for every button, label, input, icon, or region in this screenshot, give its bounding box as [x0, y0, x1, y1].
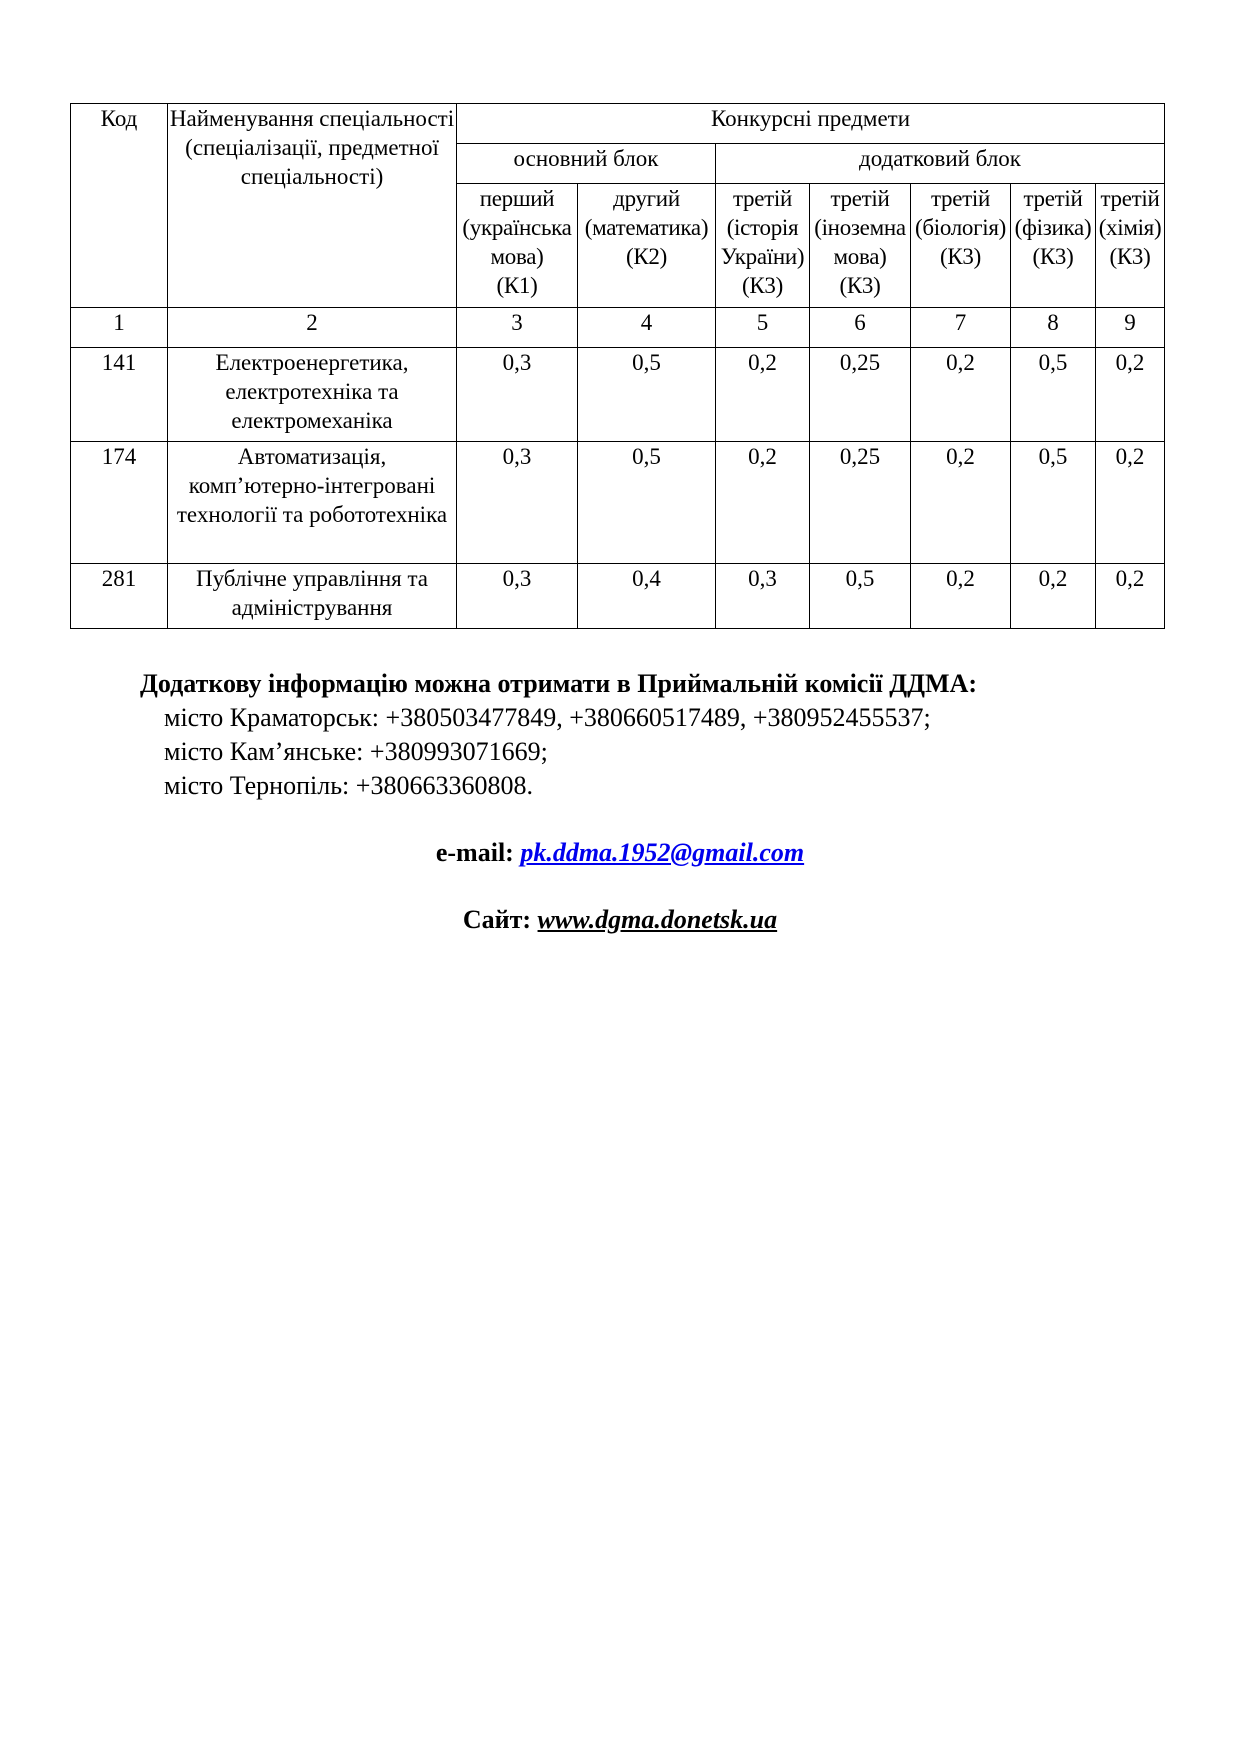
specialty-name: Електроенергетика, електротехніка та електромеханіка [168, 348, 457, 442]
specialty-name: Автоматизація, комп’ютерно-інтегровані технології та робототехніка [168, 442, 457, 564]
site-line [0, 904, 1240, 936]
coefficient-cell: 0,2 [716, 348, 810, 442]
coefficient-cell: 0,4 [578, 564, 716, 629]
contact-kramatorsk: місто Краматорськ: +380503477849, +380660517489, +380952455537; [164, 703, 931, 732]
coefficient-cell: 0,2 [911, 442, 1011, 564]
specialty-code: 141 [71, 348, 168, 442]
coefficient-cell: 0,5 [810, 564, 911, 629]
header-subject-physics: третій (фізика) (К3) [1011, 184, 1096, 308]
specialty-name: Публічне управління та адміністрування [168, 564, 457, 629]
table-row [71, 348, 1165, 442]
site-link[interactable]: www.dgma.donetsk.ua [537, 905, 778, 934]
header-main-block: основний блок [457, 144, 716, 184]
header-row-1 [71, 104, 1165, 144]
coefficient-cell: 0,2 [716, 442, 810, 564]
header-additional-block: додатковий блок [716, 144, 1165, 184]
coefficient-cell: 0,5 [1011, 442, 1096, 564]
email-link[interactable]: pk.ddma.1952@gmail.com [520, 838, 805, 867]
coefficient-cell: 0,5 [578, 442, 716, 564]
specialty-code: 281 [71, 564, 168, 629]
header-subject-ukrainian: перший (українська мова) (К1) [457, 184, 578, 308]
coefficient-cell: 0,25 [810, 348, 911, 442]
admission-info [140, 667, 977, 803]
coefficient-cell: 0,5 [578, 348, 716, 442]
coefficient-cell: 0,3 [457, 348, 578, 442]
email-label: e-mail: [435, 838, 514, 867]
coefficient-cell: 0,3 [457, 564, 578, 629]
specialty-code: 174 [71, 442, 168, 564]
header-subject-foreign-language: третій (іноземна мова) (К3) [810, 184, 911, 308]
column-number: 2 [168, 308, 457, 348]
column-number: 4 [578, 308, 716, 348]
header-subject-history: третій (історія України) (К3) [716, 184, 810, 308]
column-number: 5 [716, 308, 810, 348]
header-competitive-subjects: Конкурсні предмети [457, 104, 1165, 144]
coefficient-cell: 0,2 [1096, 564, 1165, 629]
coefficient-cell: 0,5 [1011, 348, 1096, 442]
coefficient-cell: 0,2 [1011, 564, 1096, 629]
coefficient-cell: 0,2 [911, 564, 1011, 629]
column-number: 3 [457, 308, 578, 348]
header-code: Код [71, 104, 168, 308]
column-number: 9 [1096, 308, 1165, 348]
header-subject-chemistry: третій (хімія) (К3) [1096, 184, 1165, 308]
coefficient-cell: 0,3 [716, 564, 810, 629]
site-label: Сайт: [462, 905, 532, 934]
header-subject-biology: третій (біологія) (К3) [911, 184, 1011, 308]
column-numbers-row [71, 308, 1165, 348]
coefficient-cell: 0,2 [1096, 348, 1165, 442]
column-number: 6 [810, 308, 911, 348]
header-subject-math: другий (математика) (К2) [578, 184, 716, 308]
column-number: 8 [1011, 308, 1096, 348]
header-name: Найменування спеціальності (спеціалізації, предметної спеціальності) [168, 104, 457, 308]
coefficient-cell: 0,3 [457, 442, 578, 564]
coefficient-cell: 0,2 [911, 348, 1011, 442]
coefficients-table [70, 103, 1165, 629]
info-title: Додаткову інформацію можна отримати в Приймальній комісії ДДМА: [140, 669, 978, 698]
contact-kamianske: місто Кам’янське: +380993071669; [164, 737, 548, 766]
coefficient-cell: 0,2 [1096, 442, 1165, 564]
table-row [71, 564, 1165, 629]
coefficient-cell: 0,25 [810, 442, 911, 564]
column-number: 1 [71, 308, 168, 348]
table-row [71, 442, 1165, 564]
column-number: 7 [911, 308, 1011, 348]
email-line [0, 837, 1240, 869]
contact-ternopil: місто Тернопіль: +380663360808. [164, 771, 533, 800]
